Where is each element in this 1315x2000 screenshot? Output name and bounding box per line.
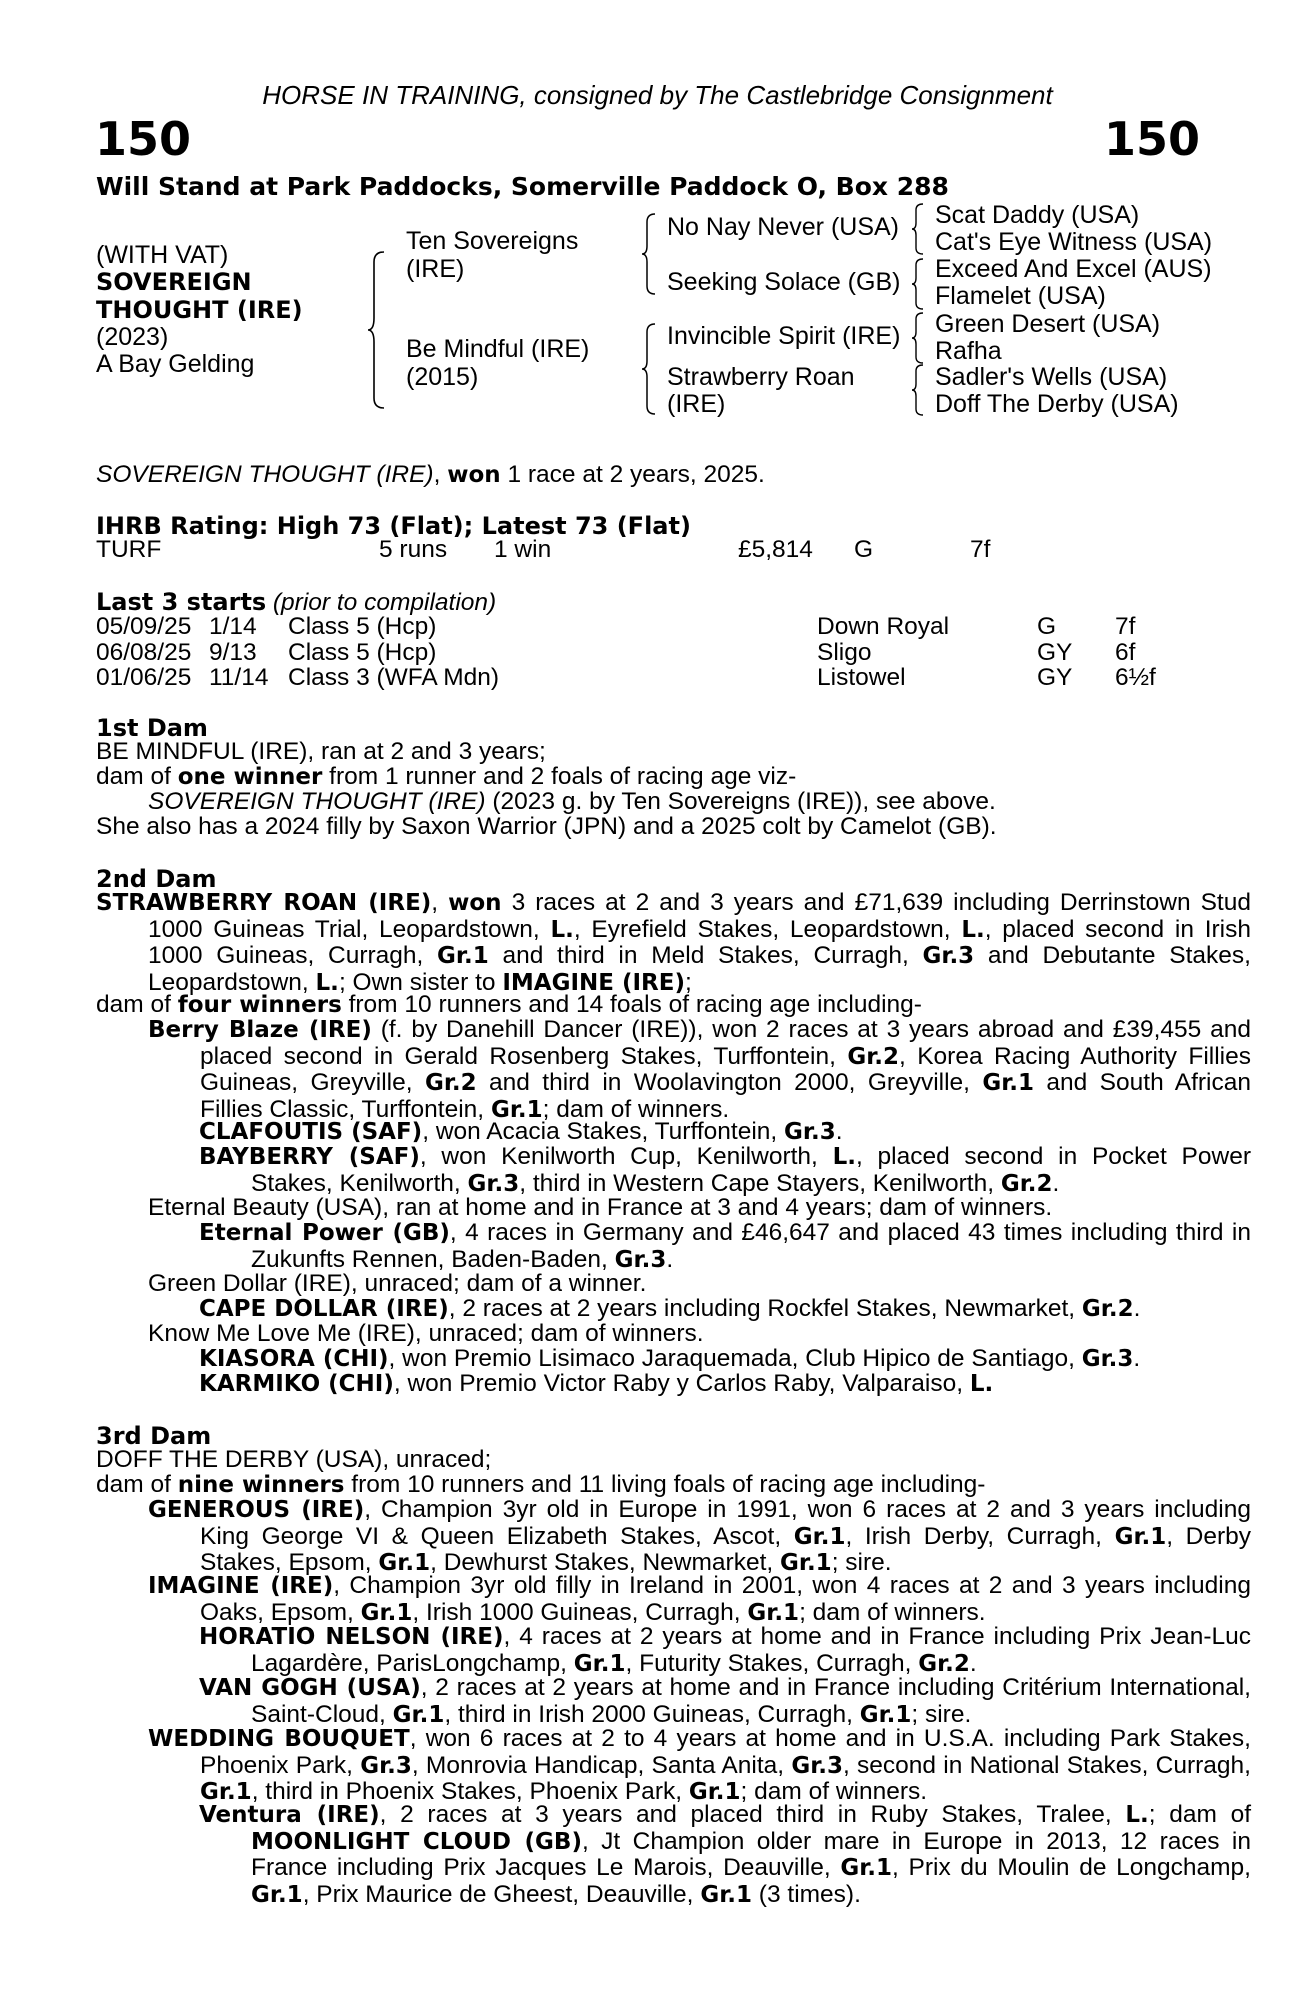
dam3-title: 3rd Dam (96, 1422, 212, 1450)
text-run: , Futurity Stakes, Curragh, (625, 1649, 919, 1677)
last-start-date: 05/09/25 (96, 613, 192, 640)
dam2-para-8 (148, 1271, 1199, 1297)
bold-run: Ventura (IRE) (199, 1802, 380, 1828)
text-run: and third in Woolavington 2000, Greyville, (476, 1069, 983, 1096)
text-run: , third in Irish 2000 Guineas, Curragh, (444, 1700, 860, 1728)
text-run: and Debutante Stakes, Leopardstown, (148, 942, 1251, 996)
bold-run: Gr.1 (688, 1779, 741, 1805)
text-run: , placed second in Irish 1000 Guineas, Curragh, (148, 915, 1251, 969)
text-run: , 2 races at 2 years at home and in France including Critérium International, Saint-Cloud, (251, 1674, 1251, 1728)
text-run: . (969, 1649, 977, 1677)
pedigree-brace-g3 (910, 311, 926, 365)
text-run: DOFF THE DERBY (USA), unraced; (96, 1446, 492, 1473)
bold-run: Gr.1 (1114, 1523, 1167, 1550)
bold-run: Eternal Power (GB) (199, 1220, 450, 1246)
bold-run: L. (1125, 1802, 1149, 1828)
bold-run: VAN GOGH (USA) (199, 1675, 421, 1701)
ancestor-g4: Flamelet (USA) (935, 282, 1106, 310)
last-start-class: Class 5 (Hcp) (288, 638, 437, 666)
bold-run: Gr.3 (784, 1119, 836, 1145)
rating-wins: 1 win (494, 536, 552, 563)
last-start-dist: 6f (1115, 638, 1136, 666)
dam3-para-6 (199, 1675, 1251, 1728)
dam1-line2-a: dam of (96, 763, 178, 790)
horse-description: A Bay Gelding (96, 350, 255, 378)
text-run: , Prix Maurice de Gheest, Deauville, (302, 1880, 701, 1908)
dam1-line1: BE MINDFUL (IRE), ran at 2 and 3 years; (96, 738, 546, 765)
bold-run: Gr.1 (700, 1881, 752, 1908)
bold-run: Gr.1 (251, 1881, 303, 1908)
dam1-title: 1st Dam (96, 714, 208, 742)
pedigree-brace-g2 (910, 257, 926, 311)
bold-run: GENEROUS (IRE) (148, 1497, 365, 1523)
text-run: . (1052, 1169, 1060, 1197)
text-run: . (1133, 1295, 1141, 1322)
bold-run: Gr.3 (791, 1752, 843, 1779)
text-run: . (835, 1118, 843, 1145)
dam2-para-3 (148, 1017, 1251, 1123)
bold-run: WEDDING BOUQUET (148, 1726, 410, 1752)
text-run: and third in Meld Stakes, Curragh, (488, 942, 923, 969)
dam1-line2-c: from 1 runner and 2 foals of racing age viz- (322, 763, 797, 790)
text-run: , won Premio Lisimaco Jaraquemada, Club Hipico de Santiago, (388, 1345, 1082, 1372)
last-start-date: 06/08/25 (96, 638, 192, 666)
summary-won: won (447, 462, 501, 488)
pedigree-brace-dam (640, 322, 658, 416)
consignment-line: HORSE IN TRAINING, consigned by The Castlebridge Consignment (262, 80, 1053, 110)
text-run: from 10 runners and 14 foals of racing age including- (341, 991, 922, 1018)
bold-run: Gr.1 (859, 1701, 912, 1728)
bold-run: Gr.1 (747, 1599, 800, 1626)
bold-run: Gr.1 (490, 1096, 543, 1123)
summary-rest: 1 race at 2 years, 2025. (500, 461, 765, 488)
ancestor-g7: Sadler's Wells (USA) (935, 363, 1168, 391)
bold-run: Gr.3 (614, 1246, 667, 1273)
dam3-para-8 (199, 1802, 1251, 1908)
text-run: from 10 runners and 11 living foals of racing age including- (344, 1471, 986, 1498)
dam3-para-2 (96, 1472, 1199, 1499)
dam-dam-line2: (IRE) (667, 390, 726, 418)
bold-run: IMAGINE (IRE) (148, 1573, 334, 1599)
text-run: ; dam of winners. (799, 1598, 986, 1626)
text-run: Green Dollar (IRE), unraced; dam of a winner. (148, 1270, 647, 1297)
bold-run: Gr.3 (1081, 1346, 1134, 1372)
stabling-location: Will Stand at Park Paddocks, Somerville Paddock O, Box 288 (96, 172, 949, 201)
rating-surface: TURF (96, 536, 162, 563)
dam2-para-6 (148, 1195, 1199, 1221)
text-run: , won Acacia Stakes, Turffontein, (422, 1118, 785, 1145)
last-start-date: 01/06/25 (96, 664, 192, 691)
text-run: , (431, 889, 449, 916)
dam-dam-line1: Strawberry Roan (667, 363, 855, 391)
bold-run: Gr.1 (780, 1550, 832, 1576)
bold-run: Gr.1 (793, 1523, 846, 1550)
dam2-para-10 (148, 1321, 1199, 1347)
text-run: and South African Fillies Classic, Turffontein, (200, 1069, 1251, 1123)
text-run: , Eyrefield Stakes, Leopardstown, (573, 915, 962, 943)
dam3-para-5 (199, 1624, 1251, 1677)
text-run: , Dewhurst Stakes, Newmarket, (430, 1549, 780, 1576)
vat-note: (WITH VAT) (96, 241, 229, 269)
last-start-going: GY (1037, 664, 1073, 691)
bold-run: L. (315, 969, 339, 996)
rating-runs: 5 runs (379, 536, 448, 563)
dam3-para-4 (148, 1573, 1251, 1626)
text-run: ; sire. (831, 1549, 892, 1576)
last-start-going: GY (1037, 638, 1073, 666)
bold-run: four winners (177, 992, 342, 1018)
last-starts-note: (prior to compilation) (272, 589, 497, 616)
dam1-line2 (96, 764, 796, 791)
last-start-pos: 9/13 (209, 638, 257, 666)
text-run: , Champion 3yr old in Europe in 1991, won 6 races at 2 and 3 years including King George VI & Queen Elizabeth Stakes, Ascot, (200, 1496, 1251, 1550)
text-run: , 4 races at 2 years at home and in France including Prix Jean-Luc Lagardère, ParisLongchamp, (251, 1623, 1252, 1677)
dam2-para-12 (199, 1371, 1199, 1398)
text-run: , won Kenilworth Cup, Kenilworth, (419, 1143, 833, 1170)
bold-run: Gr.2 (1081, 1296, 1134, 1322)
bold-run: Gr.2 (918, 1650, 970, 1677)
last-starts-title: Last 3 starts (96, 588, 267, 616)
dam-name-line1: Be Mindful (IRE) (406, 335, 590, 363)
bold-run: HORATIO NELSON (IRE) (199, 1624, 504, 1650)
bold-run: CLAFOUTIS (SAF) (199, 1119, 423, 1145)
text-run: , 2 races at 3 years and placed third in Ruby Stakes, Tralee, (379, 1801, 1126, 1828)
text-run: , Derby Stakes, Epsom, (200, 1522, 1252, 1576)
last-start-going: G (1037, 613, 1057, 640)
bold-run: L. (550, 916, 574, 943)
text-run: ; sire. (911, 1700, 972, 1728)
text-run: , third in Phoenix Stakes, Phoenix Park, (251, 1778, 689, 1805)
dam3-para-3 (148, 1497, 1251, 1577)
text-run: , second in National Stakes, Curragh, (843, 1751, 1251, 1779)
text-run: ; Own sister to (338, 968, 503, 996)
horse-name-line1: SOVEREIGN (96, 268, 252, 296)
ancestor-g5: Green Desert (USA) (935, 310, 1161, 338)
dam1-line2-b: one winner (177, 764, 323, 790)
text-run: (3 times). (752, 1880, 861, 1908)
pedigree-brace-g4 (910, 363, 926, 417)
bold-run: L. (961, 916, 985, 943)
text-run: dam of (96, 1471, 178, 1498)
last-start-class: Class 5 (Hcp) (288, 613, 437, 640)
bold-run: IMAGINE (IRE) (502, 969, 685, 996)
dam2-para-5 (199, 1144, 1251, 1197)
last-start-dist: 7f (1115, 613, 1136, 640)
lot-number-right: 150 (1103, 112, 1200, 166)
dam1-progeny-detail: (2023 g. by Ten Sovereigns (IRE)), see above. (485, 788, 996, 815)
text-run: , Jt Champion older mare in Europe in 2013, 12 races in France including Prix Jacques Le Marois, Deauville, (251, 1827, 1251, 1881)
ancestor-g2: Cat's Eye Witness (USA) (935, 228, 1213, 256)
dam3-para-7 (148, 1726, 1251, 1806)
pedigree-brace-sire (640, 212, 658, 296)
bold-run: KARMIKO (CHI) (199, 1371, 394, 1397)
bold-run: Gr.3 (360, 1752, 412, 1779)
sire-sire: No Nay Never (USA) (667, 213, 899, 241)
bold-run: Gr.3 (922, 943, 975, 969)
lot-number-left: 150 (95, 112, 192, 166)
dam1-progeny-name: SOVEREIGN THOUGHT (IRE) (148, 788, 486, 815)
bold-run: Gr.1 (360, 1599, 413, 1626)
text-run: dam of (96, 991, 178, 1018)
dam1-line3 (148, 789, 996, 815)
text-run: . (1133, 1345, 1141, 1372)
bold-run: Gr.1 (392, 1701, 445, 1728)
ancestor-g8: Doff The Derby (USA) (935, 390, 1179, 418)
text-run: , won 6 races at 2 to 4 years at home and in U.S.A. including Park Stakes, Phoenix Park, (200, 1725, 1251, 1779)
text-run: , Champion 3yr old filly in Ireland in 2001, won 4 races at 2 and 3 years including Oaks, Epsom, (200, 1572, 1251, 1626)
sire-dam: Seeking Solace (GB) (667, 268, 901, 296)
text-run: ; dam of (1148, 1801, 1252, 1828)
last-start-class: Class 3 (WFA Mdn) (288, 664, 500, 691)
bold-run: Gr.2 (847, 1043, 899, 1070)
dam-sire: Invincible Spirit (IRE) (667, 322, 901, 350)
bold-run: Gr.1 (200, 1779, 252, 1805)
last-start-course: Sligo (817, 638, 872, 666)
text-run: Know Me Love Me (IRE), unraced; dam of winners. (148, 1320, 704, 1347)
bold-run: Gr.1 (437, 943, 489, 969)
dam2-para-9 (199, 1296, 1199, 1323)
horse-name-line2: THOUGHT (IRE) (96, 296, 303, 324)
text-run: , Prix du Moulin de Longchamp, (892, 1854, 1251, 1881)
text-run: , third in Western Cape Stayers, Kenilworth, (519, 1169, 1001, 1197)
bold-run: STRAWBERRY ROAN (IRE) (96, 890, 432, 916)
sire-name-line1: Ten Sovereigns (406, 227, 579, 255)
dam2-para-4 (199, 1119, 1199, 1146)
dam2-para-1 (96, 890, 1251, 996)
bold-run: Gr.1 (378, 1550, 431, 1576)
pedigree-brace-main (366, 250, 388, 410)
ancestor-g3: Exceed And Excel (AUS) (935, 255, 1212, 283)
dam3-para-1 (96, 1447, 1199, 1473)
text-run: , Monrovia Handicap, Santa Anita, (411, 1751, 792, 1779)
text-run: , won Premio Victor Raby y Carlos Raby, Valparaiso, (393, 1370, 970, 1397)
last-start-dist: 6½f (1115, 664, 1156, 691)
text-run: (f. by Danehill Dancer (IRE)), won 2 races at 3 years abroad and £39,455 and placed second in Gerald Rosenberg Stakes, Turffontein, (200, 1016, 1251, 1070)
dam2-para-11 (199, 1346, 1199, 1373)
race-summary: SOVEREIGN THOUGHT (IRE), won 1 race at 2 years, 2025. (96, 461, 765, 488)
text-run: , 4 races in Germany and £46,647 and placed 43 times including third in Zukunfts Rennen, Baden-Baden, (251, 1219, 1251, 1273)
rating-earnings: £5,814 (738, 536, 813, 563)
text-run: , Irish 1000 Guineas, Curragh, (412, 1598, 748, 1626)
rating-distance: 7f (970, 536, 991, 563)
dam2-para-2 (96, 992, 1199, 1019)
last-start-pos: 1/14 (209, 613, 257, 640)
ancestor-g6: Rafha (935, 337, 1002, 365)
last-start-course: Down Royal (817, 613, 950, 640)
bold-run: Berry Blaze (IRE) (148, 1017, 372, 1043)
text-run: , Irish Derby, Curragh, (845, 1522, 1115, 1550)
bold-run: nine winners (177, 1472, 345, 1498)
bold-run: BAYBERRY (SAF) (199, 1144, 420, 1170)
pedigree-brace-g1 (910, 202, 926, 256)
bold-run: won (448, 890, 502, 916)
dam2-para-7 (199, 1220, 1251, 1273)
text-run: Eternal Beauty (USA), ran at home and in France at 3 and 4 years; dam of winners. (148, 1194, 1053, 1221)
last-start-course: Listowel (817, 664, 906, 691)
bold-run: Gr.3 (467, 1170, 520, 1197)
text-run: ; dam of winners. (740, 1778, 928, 1805)
horse-foaling-year: (2023) (96, 323, 169, 351)
text-run: ; dam of winners. (542, 1095, 730, 1123)
text-run: ; (684, 968, 692, 996)
bold-run: L. (969, 1371, 994, 1397)
bold-run: KIASORA (CHI) (199, 1346, 389, 1372)
dam2-title: 2nd Dam (96, 865, 217, 893)
bold-run: Gr.1 (573, 1650, 626, 1677)
bold-run: L. (832, 1144, 856, 1170)
text-run: , placed second in Pocket Power Stakes, Kenilworth, (251, 1143, 1252, 1197)
text-run: , 2 races at 2 years including Rockfel Stakes, Newmarket, (448, 1295, 1082, 1322)
summary-horse-name: SOVEREIGN THOUGHT (IRE) (96, 461, 434, 488)
dam1-line4: She also has a 2024 filly by Saxon Warrior (JPN) and a 2025 colt by Camelot (GB). (96, 813, 997, 840)
bold-run: Gr.1 (840, 1855, 893, 1881)
bold-run: Gr.2 (1000, 1170, 1053, 1197)
bold-run: CAPE DOLLAR (IRE) (199, 1296, 449, 1322)
dam-name-line2: (2015) (406, 363, 479, 391)
last-start-pos: 11/14 (209, 664, 269, 691)
text-run: , Korea Racing Authority Fillies Guineas, Greyville, (200, 1042, 1251, 1096)
rating-title: IHRB Rating: High 73 (Flat); Latest 73 (Flat) (96, 512, 691, 540)
text-run: 3 races at 2 and 3 years and £71,639 including Derrinstown Stud 1000 Guineas Trial, Leopardstown, (148, 889, 1251, 943)
rating-going: G (854, 536, 874, 563)
sire-name-line2: (IRE) (406, 255, 465, 283)
bold-run: Gr.2 (424, 1070, 477, 1096)
bold-run: Gr.1 (982, 1070, 1035, 1096)
text-run: . (666, 1245, 674, 1273)
bold-run: MOONLIGHT CLOUD (GB) (251, 1828, 582, 1855)
ancestor-g1: Scat Daddy (USA) (935, 201, 1140, 229)
